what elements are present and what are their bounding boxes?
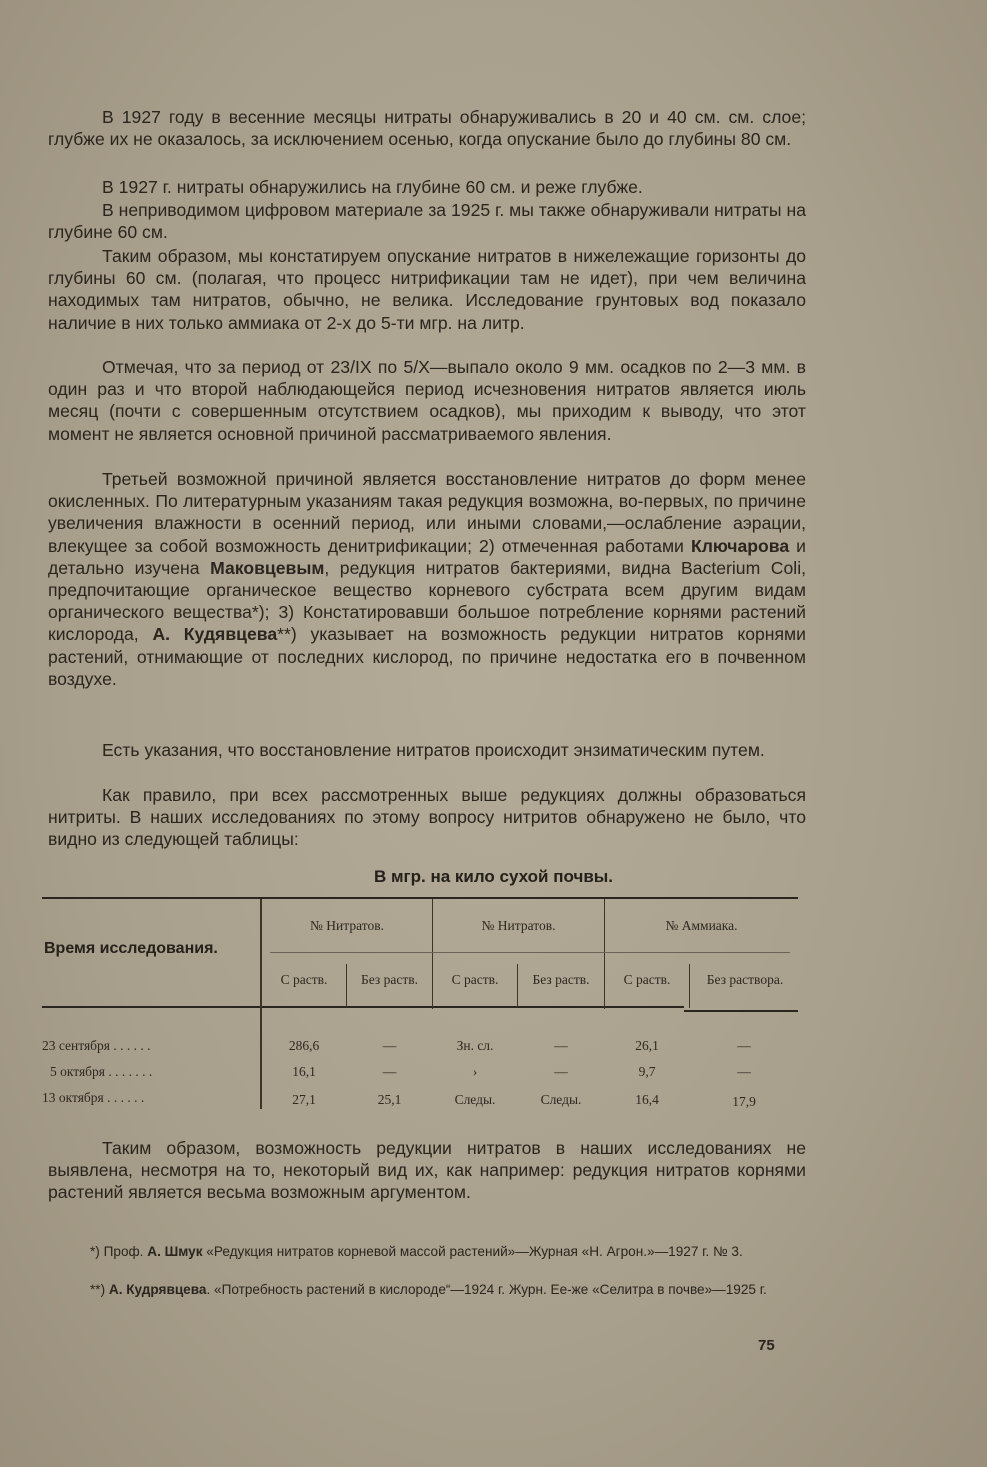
paragraph-6 bbox=[48, 468, 806, 690]
table-top-rule bbox=[42, 897, 798, 899]
table-cell: Зн. сл. bbox=[456, 1038, 494, 1053]
paragraph-6-part-d: , редукция нитратов бактериями, видна Bacterium Coli, предпочитающие органическое вещество корневого субстрата всем другим видам органического вещества*); 3) Констатировавши большое потребление корнями растений кислорода, bbox=[48, 557, 806, 645]
subheader-3: С раств. bbox=[451, 972, 499, 987]
author-kudyavtseva: А. Кудявцева bbox=[152, 624, 278, 645]
subheader-6: Без раствора. bbox=[706, 972, 784, 987]
table-header-rule bbox=[42, 1006, 684, 1008]
footnote-prefix: Проф. bbox=[103, 1244, 148, 1259]
paragraph-8: Как правило, при всех рассмотренных выше редукциях должны образоваться нитриты. В наших исследованиях по этому вопросу нитритов обнаружено не было, что видно из следующей таблицы: bbox=[48, 785, 806, 850]
table-cell: 25,1 bbox=[377, 1092, 402, 1107]
author-kluchareva: Ключарова bbox=[690, 535, 790, 556]
footnote-text: . «Потребность растений в кислороде“—1924 г. Журн. Ее-же «Селитра в почве»—1925 г. bbox=[206, 1282, 767, 1297]
table-row-label: 13 октября . . . . . . bbox=[42, 1090, 145, 1105]
conclusion-paragraph: Таким образом, возможность редукции нитратов в наших исследованиях не выявлена, несмотря на то, некоторый вид их, как например: редукция нитратов корнями растений является весьма возможным аргументом. bbox=[48, 1138, 806, 1203]
table-cell: Следы. bbox=[454, 1092, 496, 1107]
table-cell: 17,9 bbox=[732, 1094, 756, 1109]
table-row-label: 5 октября . . . . . . . bbox=[50, 1064, 153, 1079]
paragraph-6-part-a: Третьей возможной причиной является восстановление нитратов до форм менее окисленных. По литературным указаниям такая редукция возможна, во-первых, по причине увеличения влажности в осенний период, или иными словами,—ослабление аэрации, влекущее за собой возможность денитрификации; 2) отмеченная работами bbox=[48, 469, 806, 556]
table-divider-group-1 bbox=[432, 899, 433, 1009]
paragraph-7: Есть указания, что восстановление нитратов происходит энзиматическим путем. bbox=[102, 740, 765, 760]
table-cell: › bbox=[472, 1064, 478, 1079]
paragraph-6-part-e: **) указывает на возможность редукции нитратов корнями растений, отнимающие от последних кислород, по причине недостатка его в почвенном воздухе. bbox=[48, 624, 806, 689]
table-header-rule-right bbox=[684, 1010, 798, 1012]
subheader-5: С раств. bbox=[623, 972, 671, 987]
table-cell: — bbox=[737, 1038, 751, 1053]
subheader-4: Без раств. bbox=[532, 972, 590, 987]
footnote-1 bbox=[48, 1243, 806, 1260]
table-row-header: Время исследования. bbox=[44, 940, 218, 957]
group-header-nitrates-2: № Нитратов. bbox=[481, 918, 556, 933]
group-header-nitrates-1: № Нитратов. bbox=[310, 918, 384, 933]
footnote-author: А. Кудрявцева bbox=[108, 1282, 207, 1297]
table-cell: 26,1 bbox=[635, 1038, 659, 1053]
table-cell: 27,1 bbox=[292, 1092, 316, 1107]
table-cell: 286,6 bbox=[288, 1038, 320, 1053]
table-cell: — bbox=[554, 1038, 568, 1053]
paragraph-5: Отмечая, что за период от 23/IX по 5/X—выпало около 9 мм. осадков по 2—3 мм. в один раз и что второй наблюдающейся период исчезновения нитратов является июль месяц (почти с совершенным отсутствием осадков), мы приходим к выводу, что этот момент не является основной причиной рассматриваемого явления. bbox=[48, 357, 806, 444]
paragraph-2: В 1927 г. нитраты обнаружились на глубине 60 см. и реже глубже. bbox=[102, 177, 643, 197]
footnote-mark: **) bbox=[90, 1282, 106, 1297]
table-cell: 16,1 bbox=[292, 1064, 316, 1079]
page-number: 75 bbox=[758, 1337, 775, 1354]
paragraph-6-part-c: и детально изучена bbox=[48, 535, 807, 578]
table-cell: 16,4 bbox=[635, 1092, 659, 1107]
table-group-underline bbox=[270, 952, 790, 953]
table-cell: — bbox=[382, 1064, 397, 1079]
group-header-ammonia: № Аммиака. bbox=[665, 918, 738, 933]
subheader-2: Без раств. bbox=[361, 972, 418, 987]
table-cell: — bbox=[737, 1064, 751, 1079]
author-makovtsev: Маковцевым bbox=[210, 557, 325, 578]
table-row-label: 23 сентября . . . . . . bbox=[42, 1038, 151, 1053]
table-title: В мгр. на кило сухой почвы. bbox=[373, 867, 614, 886]
table-cell: — bbox=[382, 1038, 397, 1053]
footnote-2 bbox=[48, 1281, 806, 1298]
subheader-1: С раств. bbox=[280, 972, 328, 987]
footnote-text: «Редукция нитратов корневой массой растений»—Журная «Н. Агрон.»—1927 г. № 3. bbox=[202, 1244, 743, 1259]
table-cell: 9,7 bbox=[638, 1064, 656, 1079]
paragraph-3: В неприводимом цифровом материале за 1925 г. мы также обнаруживали нитраты на глубине 60 см. bbox=[48, 200, 806, 243]
table-cell: — bbox=[554, 1064, 568, 1079]
footnote-mark: *) bbox=[90, 1244, 100, 1259]
paragraph-1: В 1927 году в весенние месяцы нитраты обнаруживались в 20 и 40 см. см. слое; глубже их не оказалось, за исключением осенью, когда опускание было до глубины 80 см. bbox=[48, 107, 806, 150]
footnote-author: А. Шмук bbox=[147, 1244, 203, 1259]
paragraph-4: Таким образом, мы констатируем опускание нитратов в нижележащие горизонты до глубины 60 см. (полагая, что процесс нитрификации там не идет), при чем величина находимых там нитратов, обычно, не велика. Исследование грунтовых вод показало наличие в них только аммиака от 2-х до 5-ти мгр. на литр. bbox=[48, 246, 806, 333]
table-divider-group-2 bbox=[604, 899, 605, 1009]
table-cell: Следы. bbox=[540, 1092, 582, 1107]
